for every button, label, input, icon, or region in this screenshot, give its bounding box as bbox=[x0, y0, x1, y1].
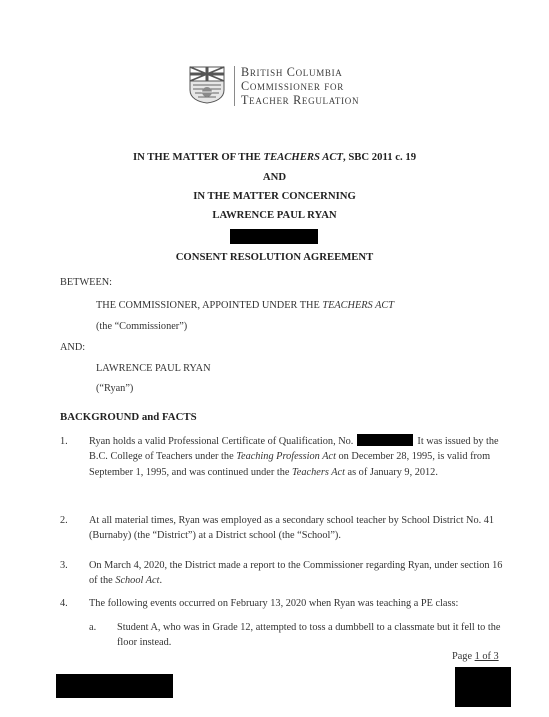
party1-name: THE COMMISSIONER, APPOINTED UNDER THE TEACHERS ACT bbox=[96, 300, 394, 311]
section-heading: BACKGROUND and FACTS bbox=[60, 411, 197, 423]
paragraph-number: 3. bbox=[60, 560, 68, 571]
subparagraph-letter: a. bbox=[89, 622, 97, 633]
paragraph-number: 4. bbox=[60, 598, 68, 609]
footer-redaction-right bbox=[455, 667, 511, 707]
respondent-name: LAWRENCE PAUL RYAN bbox=[212, 209, 337, 221]
redaction-box bbox=[230, 229, 318, 244]
bc-crest-logo bbox=[189, 66, 225, 104]
paragraph-number: 2. bbox=[60, 515, 68, 526]
party1-alias: (the “Commissioner”) bbox=[96, 321, 188, 332]
paragraph-4: The following events occurred on February 13, 2020 when Ryan was teaching a PE class: bbox=[89, 598, 459, 609]
certificate-number-redaction bbox=[357, 434, 413, 446]
party2-name: LAWRENCE PAUL RYAN bbox=[96, 363, 211, 374]
org-name-line1: British Columbia bbox=[241, 65, 343, 79]
and-label: AND: bbox=[60, 342, 86, 353]
paragraph-1: Ryan holds a valid Professional Certificate of Qualification, No. It was issued by the B.C. College of Teachers under the Teaching Profession Act on December 28, 1995, is valid from September 1, 1995, and was continued under the Teachers Act as of January 9, 2012. bbox=[89, 436, 499, 478]
paragraph-number: 1. bbox=[60, 436, 68, 447]
logo-separator bbox=[234, 66, 235, 106]
paragraph-3: On March 4, 2020, the District made a report to the Commissioner regarding Ryan, under section 16 of the School Act. bbox=[89, 560, 503, 587]
caption-line3: IN THE MATTER CONCERNING bbox=[193, 190, 356, 202]
caption-and: AND bbox=[262, 171, 287, 183]
org-name-line2: Commissioner for bbox=[241, 79, 344, 93]
subparagraph-a: Student A, who was in Grade 12, attempted to toss a dumbbell to a classmate but it fell to the floor instead. bbox=[117, 622, 501, 649]
paragraph-2: At all material times, Ryan was employed as a secondary school teacher by School District No. 41 (Burnaby) (the “District”) at a District school (the “School”). bbox=[89, 515, 495, 542]
document-title: CONSENT RESOLUTION AGREEMENT bbox=[175, 251, 374, 263]
org-name-line3: Teacher Regulation bbox=[241, 93, 360, 107]
party2-alias: (“Ryan”) bbox=[96, 383, 134, 394]
caption-line1: IN THE MATTER OF THE TEACHERS ACT, SBC 2011 c. 19 bbox=[132, 151, 417, 163]
page-number: Page 1 of 3 bbox=[452, 651, 499, 662]
footer-redaction-left bbox=[56, 674, 173, 698]
between-label: BETWEEN: bbox=[60, 277, 113, 288]
